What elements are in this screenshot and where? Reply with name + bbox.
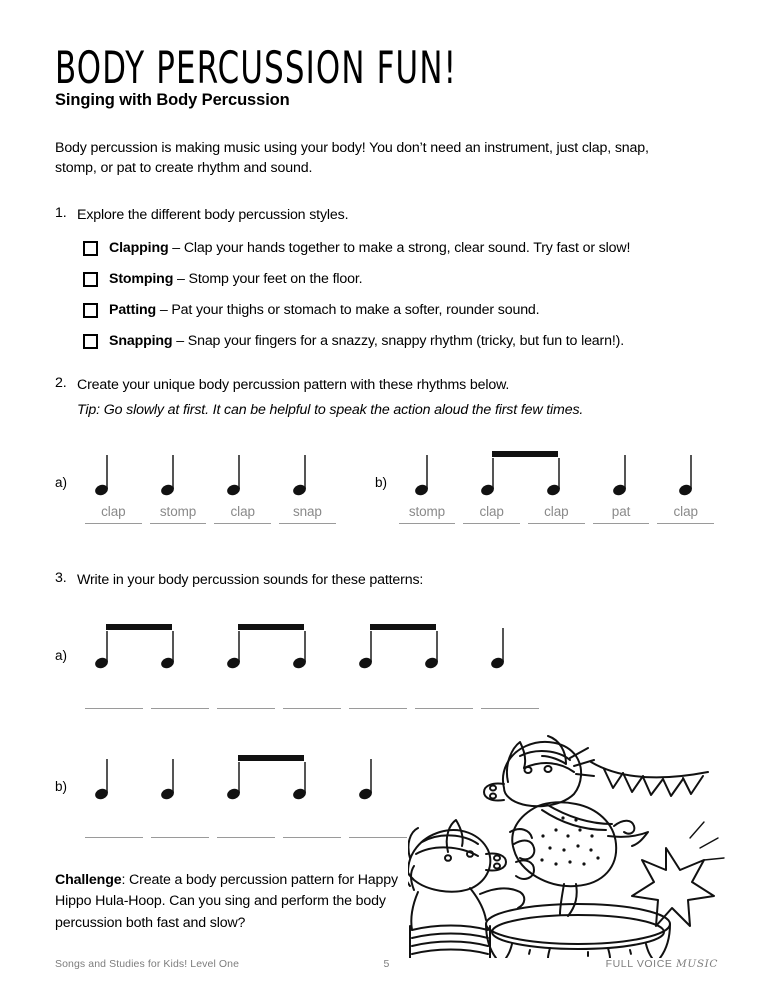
answer-word: clap xyxy=(544,503,569,519)
eighth-note-beamed xyxy=(213,618,279,680)
page-title: BODY PERCUSSION FUN! xyxy=(55,43,458,95)
item-tip: Tip: Go slowly at first. It can be helpful to speak the action aloud the first few times. xyxy=(77,401,584,418)
answer-line xyxy=(85,708,143,709)
eighth-note-beamed xyxy=(81,618,147,680)
quarter-note xyxy=(401,445,467,507)
item-number: 2. xyxy=(55,375,67,392)
quarter-note xyxy=(147,749,213,811)
eighth-note-beamed xyxy=(147,618,213,680)
quarter-note xyxy=(279,445,345,507)
blank-answer-slot[interactable] xyxy=(279,837,345,838)
exercise-3a-label: a) xyxy=(55,647,68,663)
quarter-note xyxy=(81,749,147,811)
list-item[interactable] xyxy=(83,271,718,287)
answer-line xyxy=(463,523,520,524)
answer-line xyxy=(349,837,407,838)
instruction-item-1 xyxy=(55,205,718,226)
quarter-note xyxy=(345,749,411,811)
list-item[interactable] xyxy=(83,302,718,318)
quarter-note xyxy=(665,445,731,507)
style-name: Clapping xyxy=(109,240,169,257)
style-description: – Pat your thighs or stomach to make a softer, rounder sound. xyxy=(156,302,540,319)
answer-word: stomp xyxy=(159,503,197,519)
exercise-2a-label: a) xyxy=(55,474,68,490)
style-text-stomping xyxy=(109,271,362,287)
checkbox-clapping[interactable] xyxy=(83,241,98,256)
eighth-note-beamed xyxy=(411,618,477,680)
exercise-2b-label: b) xyxy=(375,474,388,490)
answer-line xyxy=(399,523,456,524)
blank-answer-slot[interactable] xyxy=(147,837,213,838)
item-text: Write in your body percussion sounds for these patterns: xyxy=(77,572,424,589)
answer-word: clap xyxy=(673,503,698,519)
answer-line xyxy=(279,523,336,524)
answer-word: stomp xyxy=(408,503,446,519)
exercise-3b-notes xyxy=(81,749,411,811)
style-text-patting xyxy=(109,302,539,318)
instruction-item-3 xyxy=(55,570,718,591)
answer-line xyxy=(214,523,271,524)
eighth-note-beamed xyxy=(533,445,599,507)
style-text-clapping xyxy=(109,240,630,256)
eighth-note-beamed xyxy=(467,445,533,507)
circus-pigs-on-drum-illustration xyxy=(408,726,738,958)
exercise-3a-notes xyxy=(81,618,543,680)
style-description: – Snap your fingers for a snazzy, snappy rhythm (tricky, but fun to learn!). xyxy=(172,333,625,350)
exercise-2-rhythms xyxy=(55,445,718,524)
logo-text: FULL VOICE xyxy=(605,958,677,970)
quarter-note xyxy=(147,445,213,507)
challenge-text xyxy=(55,870,400,934)
answer-line xyxy=(85,837,143,838)
answer-line xyxy=(151,708,209,709)
style-name: Patting xyxy=(109,302,157,319)
answer-line xyxy=(150,523,207,524)
eighth-note-beamed xyxy=(345,618,411,680)
answer-line xyxy=(85,523,142,524)
blank-answer-slot[interactable] xyxy=(345,837,411,838)
exercise-2-notes-row xyxy=(55,445,718,507)
eighth-note-beamed xyxy=(213,749,279,811)
item-text xyxy=(77,375,718,421)
challenge-body: : Create a body percussion pattern for Happy Hippo Hula-Hoop. Can you sing and perform the body percussion both fast and slow? xyxy=(55,872,398,931)
quarter-note xyxy=(81,445,147,507)
answer-line xyxy=(593,523,650,524)
blank-answer-slot[interactable] xyxy=(81,837,147,838)
blank-answer-slot[interactable] xyxy=(81,708,147,709)
answer-line xyxy=(283,708,341,709)
blank-answer-slot[interactable] xyxy=(147,708,213,709)
answer-word: pat xyxy=(611,503,631,519)
quarter-note xyxy=(213,445,279,507)
exercise-3b-label: b) xyxy=(55,778,68,794)
answer-line xyxy=(217,837,275,838)
blank-answer-slot[interactable] xyxy=(213,837,279,838)
checkbox-patting[interactable] xyxy=(83,303,98,318)
style-text-snapping xyxy=(109,333,624,349)
footer-book-title: Songs and Studies for Kids! Level One xyxy=(55,958,240,970)
checkbox-snapping[interactable] xyxy=(83,334,98,349)
answer-line xyxy=(481,708,539,709)
style-description: – Clap your hands together to make a strong, clear sound. Try fast or slow! xyxy=(168,240,631,257)
answer-line xyxy=(283,837,341,838)
list-item[interactable] xyxy=(83,240,718,256)
blank-answer-slot[interactable] xyxy=(477,708,543,709)
intro-paragraph: Body percussion is making music using your body! You don’t need an instrument, just clap, snap, stomp, or pat to create rhythm and sound. xyxy=(55,139,649,177)
answer-word: clap xyxy=(479,503,504,519)
page-footer xyxy=(55,958,718,970)
challenge-label: Challenge xyxy=(55,872,122,888)
item-main-text: Create your unique body percussion pattern with these rhythms below. xyxy=(77,377,510,394)
instruction-item-2 xyxy=(55,375,718,421)
answer-line xyxy=(217,708,275,709)
quarter-note xyxy=(477,618,543,680)
answer-line xyxy=(657,523,714,524)
style-name: Snapping xyxy=(109,333,173,350)
answer-word: clap xyxy=(101,503,126,519)
item-number: 1. xyxy=(55,204,67,221)
page-subtitle: Singing with Body Percussion xyxy=(55,90,290,109)
page-number: 5 xyxy=(383,958,390,970)
exercise-3a-rhythms xyxy=(55,618,718,709)
blank-answer-slot[interactable] xyxy=(345,708,411,709)
exercise-2b-notes xyxy=(401,445,731,507)
eighth-note-beamed xyxy=(279,749,345,811)
list-item[interactable] xyxy=(83,333,718,349)
answer-word: clap xyxy=(230,503,255,519)
answer-line xyxy=(151,837,209,838)
eighth-note-beamed xyxy=(279,618,345,680)
exercise-3a-notes-row xyxy=(55,618,718,680)
item-number: 3. xyxy=(55,570,67,587)
style-name: Stomping xyxy=(109,271,174,288)
style-description: – Stomp your feet on the floor. xyxy=(173,271,363,288)
exercise-3a-blank-row xyxy=(81,708,718,709)
item-text: Explore the different body percussion styles. xyxy=(77,206,349,223)
quarter-note xyxy=(599,445,665,507)
exercise-2a-notes xyxy=(81,445,345,507)
answer-word: snap xyxy=(292,503,322,519)
checkbox-stomping[interactable] xyxy=(83,272,98,287)
body-percussion-style-list xyxy=(83,240,718,349)
logo-script-text: MUSIC xyxy=(676,958,718,970)
blank-answer-slot[interactable] xyxy=(411,708,477,709)
answer-line xyxy=(415,708,473,709)
answer-line xyxy=(528,523,585,524)
answer-line xyxy=(349,708,407,709)
blank-answer-slot[interactable] xyxy=(279,708,345,709)
blank-answer-slot[interactable] xyxy=(213,708,279,709)
footer-logo xyxy=(606,958,718,970)
